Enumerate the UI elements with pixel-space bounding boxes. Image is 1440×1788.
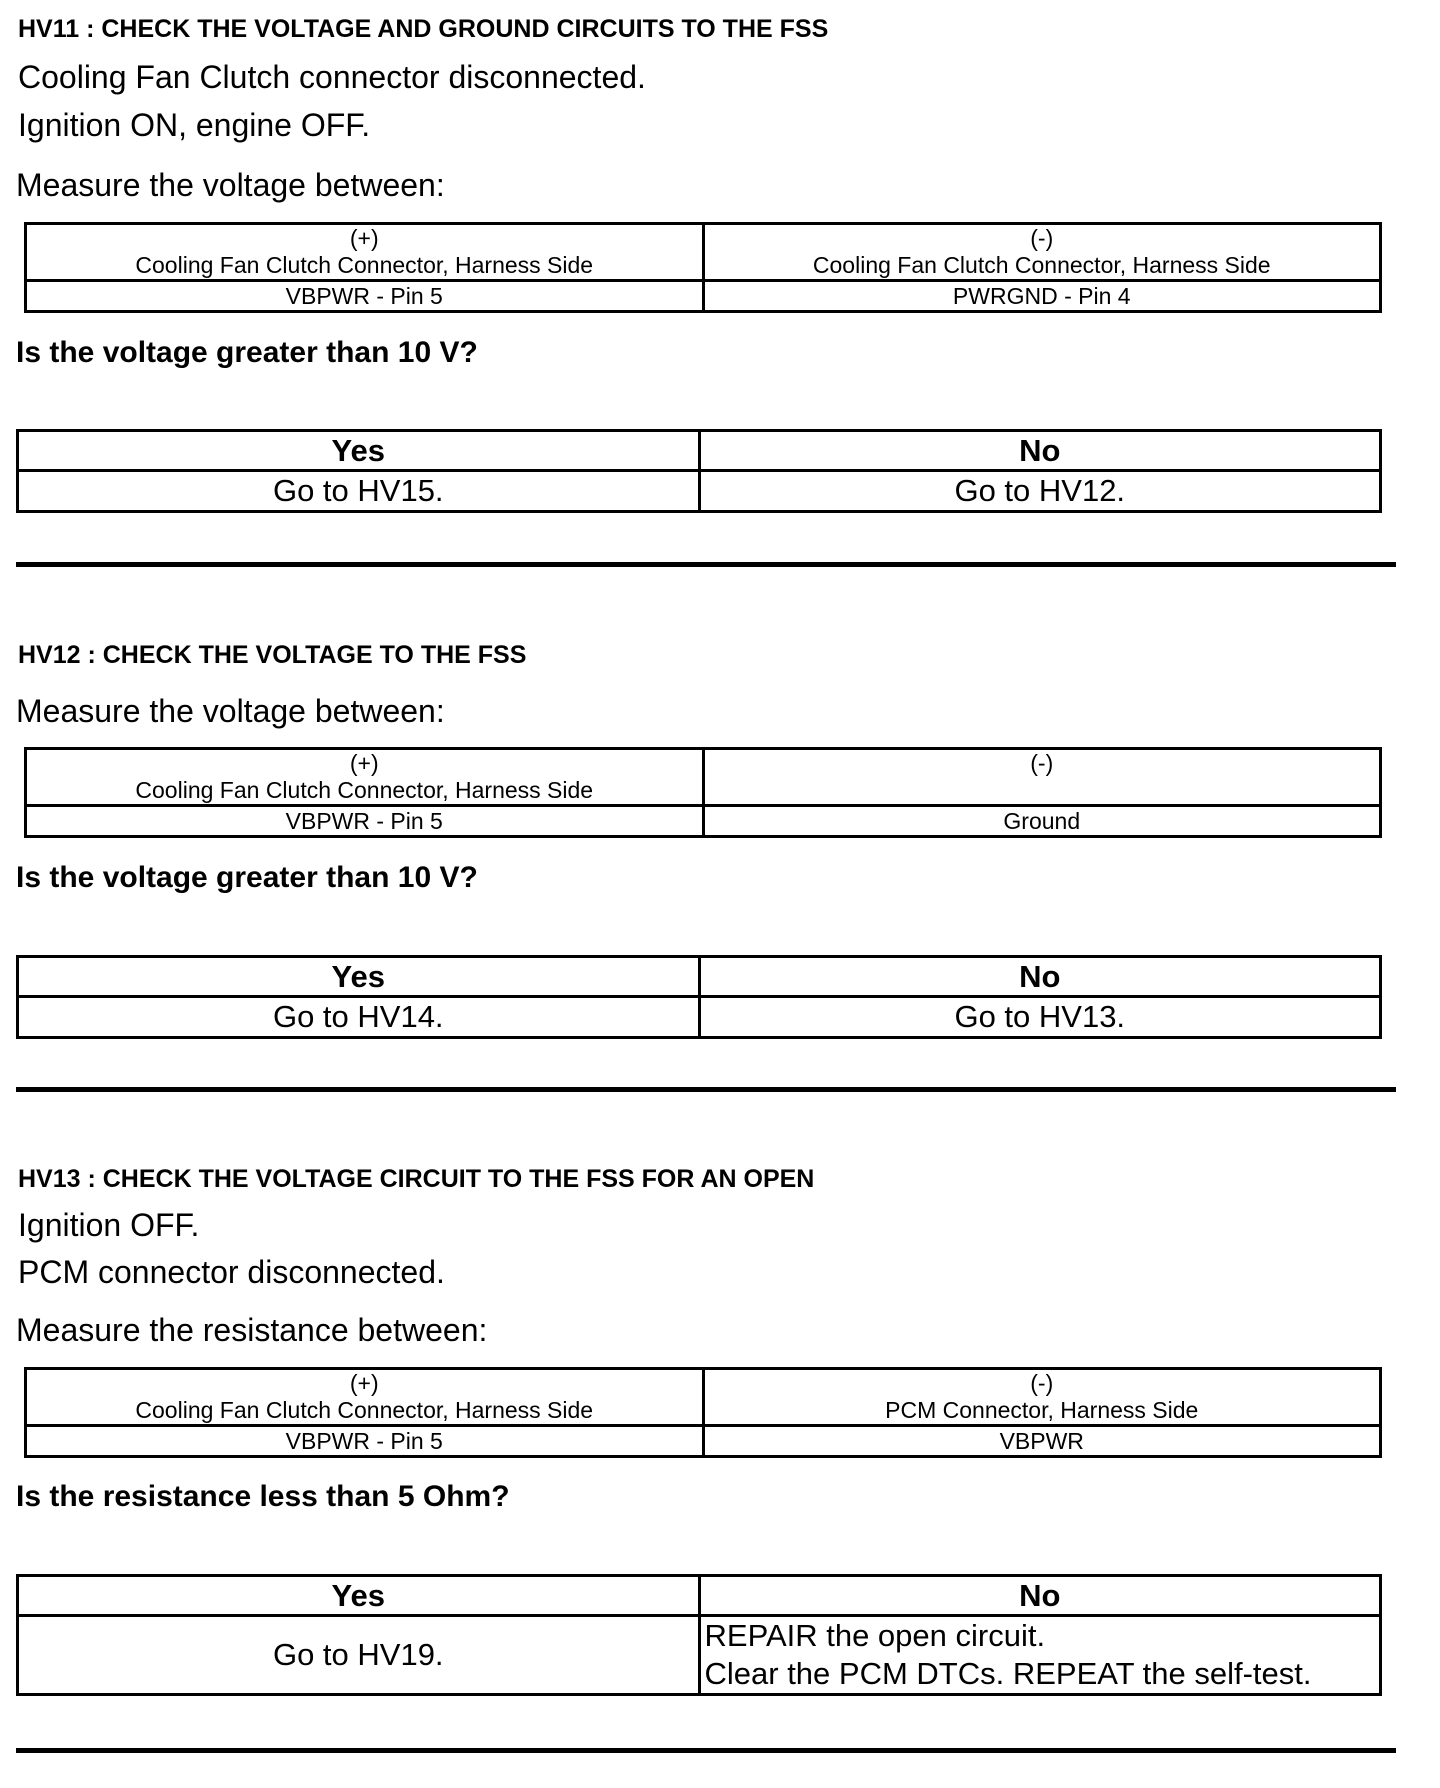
plus-pin-cell: VBPWR - Pin 5 [26,1426,704,1457]
plus-header-cell [26,749,704,806]
section-title-hv11: HV11 : CHECK THE VOLTAGE AND GROUND CIRCUITS TO THE FSS [18,15,829,43]
no-action: Go to HV12. [699,471,1381,512]
measurement-table-hv13 [24,1367,1382,1458]
plus-header-cell [26,224,704,281]
minus-sign: (-) [1030,1370,1054,1396]
no-header: No [699,957,1381,997]
measurement-table-hv12 [24,747,1382,838]
section-title-hv13: HV13 : CHECK THE VOLTAGE CIRCUIT TO THE FSS FOR AN OPEN [18,1165,815,1193]
yes-action: Go to HV15. [18,471,700,512]
minus-sign: (-) [1030,225,1054,251]
no-action-line: REPAIR the open circuit. [704,1618,1046,1653]
minus-sign: (-) [1030,750,1054,776]
condition-text: Ignition OFF. [18,1207,200,1243]
no-action [699,1616,1381,1695]
plus-header-cell [26,1369,704,1426]
no-header: No [699,431,1381,471]
condition-text: PCM connector disconnected. [18,1254,445,1290]
plus-sign: (+) [349,1370,379,1396]
question-text: Is the resistance less than 5 Ohm? [16,1480,510,1513]
yes-no-table-hv13 [16,1574,1382,1696]
condition-text: Ignition ON, engine OFF. [18,107,371,143]
plus-connector: Cooling Fan Clutch Connector, Harness Side [135,777,594,803]
plus-connector: Cooling Fan Clutch Connector, Harness Side [135,1397,594,1423]
minus-pin-cell: PWRGND - Pin 4 [703,281,1381,312]
yes-no-table-hv12 [16,955,1382,1039]
plus-sign: (+) [349,225,379,251]
plus-sign: (+) [349,750,379,776]
question-text: Is the voltage greater than 10 V? [16,336,478,369]
yes-header: Yes [18,1576,700,1616]
section-title-hv12: HV12 : CHECK THE VOLTAGE TO THE FSS [18,641,527,669]
section-divider [16,562,1396,567]
no-action: Go to HV13. [699,997,1381,1038]
minus-header-cell [703,749,1381,806]
plus-pin-cell: VBPWR - Pin 5 [26,281,704,312]
yes-action: Go to HV19. [18,1616,700,1695]
yes-no-table-hv11 [16,429,1382,513]
measure-label: Measure the voltage between: [16,693,445,729]
yes-header: Yes [18,957,700,997]
section-divider [16,1087,1396,1092]
measurement-table-hv11 [24,222,1382,313]
yes-action: Go to HV14. [18,997,700,1038]
condition-text: Cooling Fan Clutch connector disconnected. [18,59,646,95]
question-text: Is the voltage greater than 10 V? [16,861,478,894]
no-action-line: Clear the PCM DTCs. REPEAT the self-test. [704,1656,1312,1691]
yes-header: Yes [18,431,700,471]
minus-connector: PCM Connector, Harness Side [885,1397,1199,1423]
plus-connector: Cooling Fan Clutch Connector, Harness Side [135,252,594,278]
minus-header-cell [703,1369,1381,1426]
measure-label: Measure the voltage between: [16,167,445,203]
section-divider [16,1748,1396,1753]
minus-connector: Cooling Fan Clutch Connector, Harness Side [812,252,1271,278]
no-header: No [699,1576,1381,1616]
plus-pin-cell: VBPWR - Pin 5 [26,806,704,837]
minus-header-cell [703,224,1381,281]
minus-pin-cell: Ground [703,806,1381,837]
measure-label: Measure the resistance between: [16,1312,488,1348]
minus-pin-cell: VBPWR [703,1426,1381,1457]
